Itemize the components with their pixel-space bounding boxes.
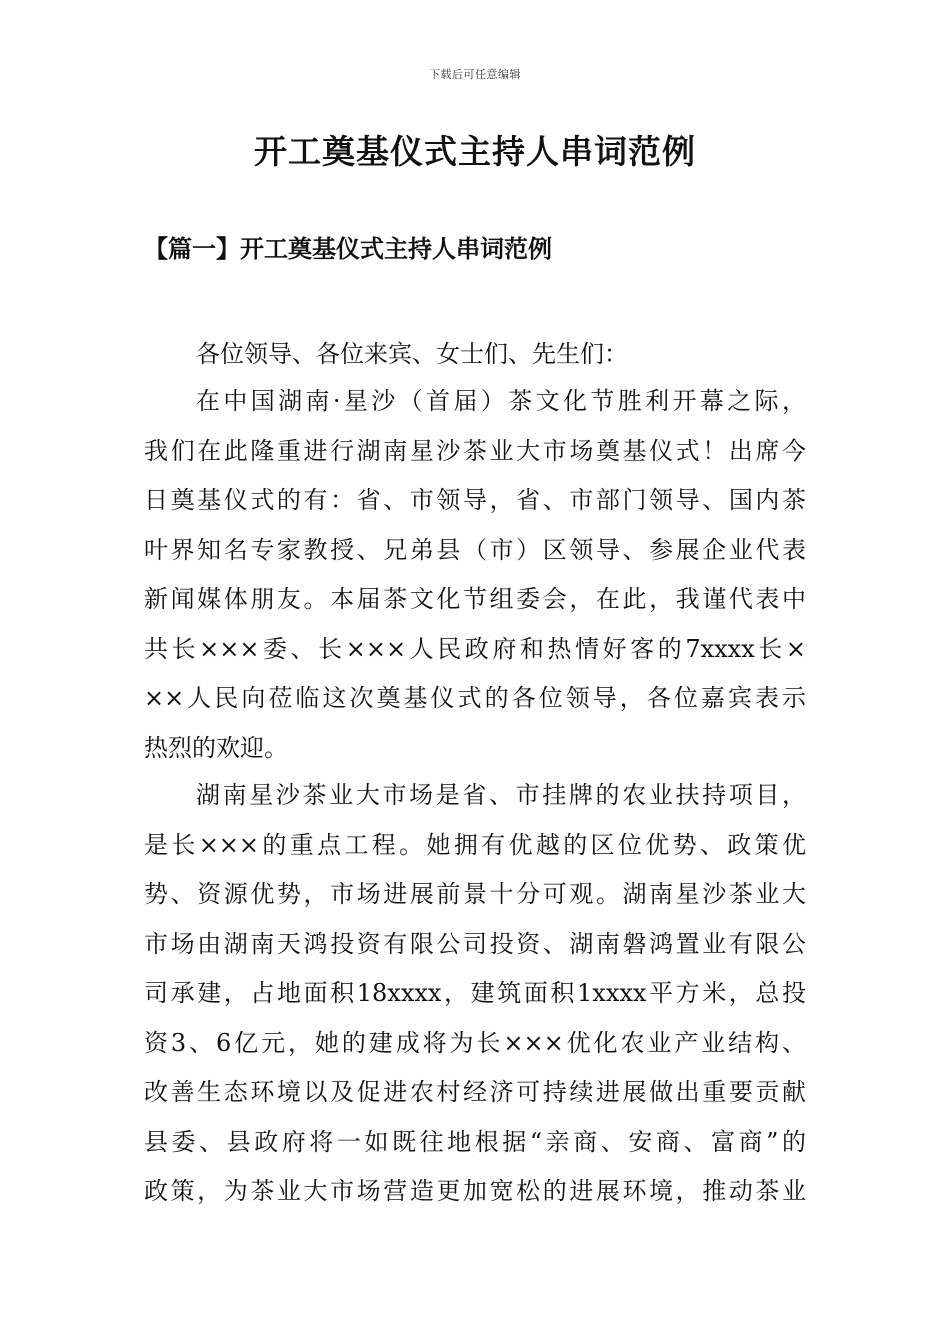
paragraph-1-line: 在中国湖南·星沙（首届）茶文化节胜利开幕之际， xyxy=(196,387,806,415)
paragraph-1-line: 日奠基仪式的有：省、市领导，省、市部门领导、国内茶 xyxy=(144,486,806,514)
header-note: 下载后可任意编辑 xyxy=(429,68,521,81)
paragraph-1-line: 新闻媒体朋友。本届茶文化节组委会，在此，我谨代表中 xyxy=(144,585,806,613)
paragraph-2-line: 资3、6亿元，她的建成将为长×××优化农业产业结构、 xyxy=(144,1028,806,1057)
paragraph-1-line: 热烈的欢迎。 xyxy=(144,733,288,762)
paragraph-1-line: 叶界知名专家教授、兄弟县（市）区领导、参展企业代表 xyxy=(144,535,806,564)
paragraph-2-line: 市场由湖南天鸿投资有限公司投资、湖南磐鸿置业有限公 xyxy=(144,929,806,958)
greeting-line: 各位领导、各位来宾、女士们、先生们： xyxy=(196,340,628,368)
paragraph-2-line: 改善生态环境以及促进农村经济可持续进展做出重要贡献 xyxy=(144,1078,806,1106)
paragraph-1-line: ××人民向莅临这次奠基仪式的各位领导，各位嘉宾表示 xyxy=(144,684,806,712)
section-heading: 【篇一】开工奠基仪式主持人串词范例 xyxy=(144,234,552,263)
paragraph-2-line: 势、资源优势，市场进展前景十分可观。湖南星沙茶业大 xyxy=(144,880,806,908)
paragraph-1 xyxy=(144,377,806,773)
paragraph-2-line: 是长×××的重点工程。她拥有优越的区位优势、政策优 xyxy=(144,830,806,859)
paragraph-2-line: 司承建，占地面积18xxxx，建筑面积1xxxx平方米，总投 xyxy=(144,979,806,1007)
paragraph-1-line: 我们在此隆重进行湖南星沙茶业大市场奠基仪式！出席今 xyxy=(144,436,806,465)
page-title: 开工奠基仪式主持人串词范例 xyxy=(254,132,696,171)
paragraph-2-line: 县委、县政府将一如既往地根据“亲商、安商、富商”的 xyxy=(144,1127,806,1156)
paragraph-1-line: 共长×××委、长×××人民政府和热情好客的7xxxx长× xyxy=(144,634,806,663)
greeting-paragraph xyxy=(144,330,806,380)
paragraph-2 xyxy=(144,771,806,1217)
paragraph-2-line: 湖南星沙茶业大市场是省、市挂牌的农业扶持项目， xyxy=(196,781,806,809)
paragraph-2-line: 政策，为茶业大市场营造更加宽松的进展环境，推动茶业 xyxy=(144,1177,806,1205)
